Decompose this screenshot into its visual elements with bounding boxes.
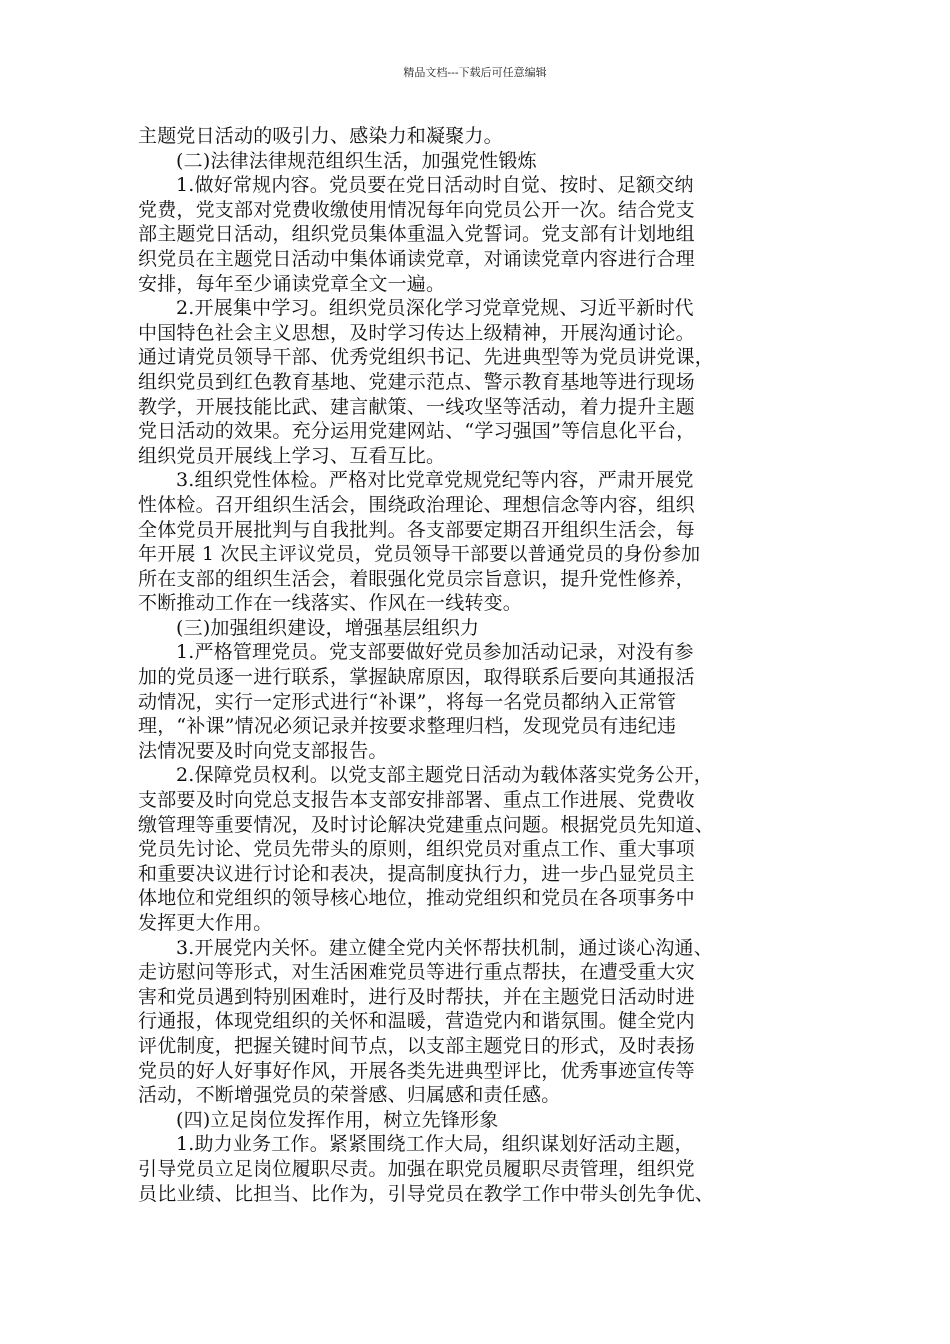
- text-line: 所在支部的组织生活会，着眼强化党员宗旨意识，提升党性修养，: [138, 567, 695, 590]
- text-line: 支部要及时向党总支报告本支部安排部署、重点工作进展、党费收: [138, 789, 695, 812]
- text-line: 组织党员到红色教育基地、党建示范点、警示教育基地等进行现场: [138, 370, 695, 393]
- text-line: 党员的好人好事好作风，开展各类先进典型评比，优秀事迹宣传等: [138, 1059, 695, 1082]
- text-line: 安排，每年至少诵读党章全文一遍。: [138, 272, 446, 295]
- text-line: 教学，开展技能比武、建言献策、一线攻坚等活动，着力提升主题: [138, 395, 695, 418]
- text-line: 和重要决议进行讨论和表决，提高制度执行力，进一步凸显党员主: [138, 862, 695, 885]
- text-line: 全体党员开展批判与自我批判。各支部要定期召开组织生活会，每: [138, 518, 695, 541]
- paragraph-start-line: 2.保障党员权利。以党支部主题党日活动为载体落实党务公开，: [176, 764, 713, 787]
- paragraph-start-line: 2.开展集中学习。组织党员深化学习党章党规、习近平新时代: [176, 297, 694, 320]
- text-line: 通过请党员领导干部、优秀党组织书记、先进典型等为党员讲党课，: [138, 346, 715, 369]
- paragraph-start-line: 1.严格管理党员。党支部要做好党员参加活动记录，对没有参: [176, 641, 694, 664]
- text-line: 缴管理等重要情况，及时讨论解决党建重点问题。根据党员先知道、: [138, 813, 715, 836]
- text-line: 组织党员开展线上学习、互看互比。: [138, 444, 446, 467]
- text-line: 织党员在主题党日活动中集体诵读党章，对诵读党章内容进行合理: [138, 247, 695, 270]
- paragraph-start-line: 3.组织党性体检。严格对比党章党规党纪等内容，严肃开展党: [176, 469, 694, 492]
- text-line: 中国特色社会主义思想，及时学习传达上级精神，开展沟通讨论。: [138, 321, 695, 344]
- text-line: 理，“补课”情况必须记录并按要求整理归档，发现党员有违纪违: [138, 715, 677, 738]
- text-line: 党费，党支部对党费收缴使用情况每年向党员公开一次。结合党支: [138, 198, 695, 221]
- paragraph-start-line: (二)法律法律规范组织生活，加强党性锻炼: [176, 149, 537, 172]
- text-line: 发挥更大作用。: [138, 912, 273, 934]
- text-line: 法情况要及时向党支部报告。: [138, 739, 388, 762]
- text-line: 年开展 1 次民主评议党员，党员领导干部要以普通党员的身份参加: [138, 543, 701, 566]
- text-line: 不断推动工作在一线落实、作风在一线转变。: [138, 592, 523, 615]
- paragraph-start-line: 3.开展党内关怀。建立健全党内关怀帮扶机制，通过谈心沟通、: [176, 936, 713, 959]
- document-body: [138, 124, 814, 1206]
- paragraph-start-line: (四)立足岗位发挥作用，树立先锋形象: [176, 1108, 499, 1131]
- text-line: 评优制度，把握关键时间节点，以支部主题党日的形式，及时表扬: [138, 1034, 695, 1057]
- text-line: 员比业绩、比担当、比作为，引导党员在教学工作中带头创先争优、: [138, 1182, 715, 1205]
- text-line: 害和党员遇到特别困难时，进行及时帮扶，并在主题党日活动时进: [138, 985, 695, 1008]
- text-line: 加的党员逐一进行联系，掌握缺席原因，取得联系后要向其通报活: [138, 666, 695, 689]
- paragraph-start-line: 1.做好常规内容。党员要在党日活动时自觉、按时、足额交纳: [176, 174, 694, 197]
- text-line: 部主题党日活动，组织党员集体重温入党誓词。党支部有计划地组: [138, 223, 695, 246]
- paragraph-start-line: 1.助力业务工作。紧紧围绕工作大局，组织谋划好活动主题，: [176, 1133, 694, 1156]
- text-line: 体地位和党组织的领导核心地位，推动党组织和党员在各项事务中: [138, 887, 695, 910]
- text-line: 主题党日活动的吸引力、感染力和凝聚力。: [138, 125, 503, 147]
- text-line: 党员先讨论、党员先带头的原则，组织党员对重点工作、重大事项: [138, 838, 695, 861]
- text-line: 引导党员立足岗位履职尽责。加强在职党员履职尽责管理，组织党: [138, 1157, 695, 1180]
- text-line: 行通报，体现党组织的关怀和温暖，营造党内和谐氛围。健全党内: [138, 1010, 695, 1033]
- text-line: 活动，不断增强党员的荣誉感、归属感和责任感。: [138, 1084, 561, 1107]
- paragraph-start-line: (三)加强组织建设，增强基层组织力: [176, 616, 480, 639]
- text-line: 动情况，实行一定形式进行“补课”，将每一名党员都纳入正常管: [138, 690, 677, 713]
- text-line: 党日活动的效果。充分运用党建网站、“学习强国”等信息化平台，: [138, 420, 696, 443]
- text-line: 走访慰问等形式，对生活困难党员等进行重点帮扶，在遭受重大灾: [138, 961, 695, 984]
- page-header: 精品文档---下载后可任意编辑: [403, 66, 547, 79]
- text-line: 性体检。召开组织生活会，围绕政治理论、理想信念等内容，组织: [138, 493, 695, 516]
